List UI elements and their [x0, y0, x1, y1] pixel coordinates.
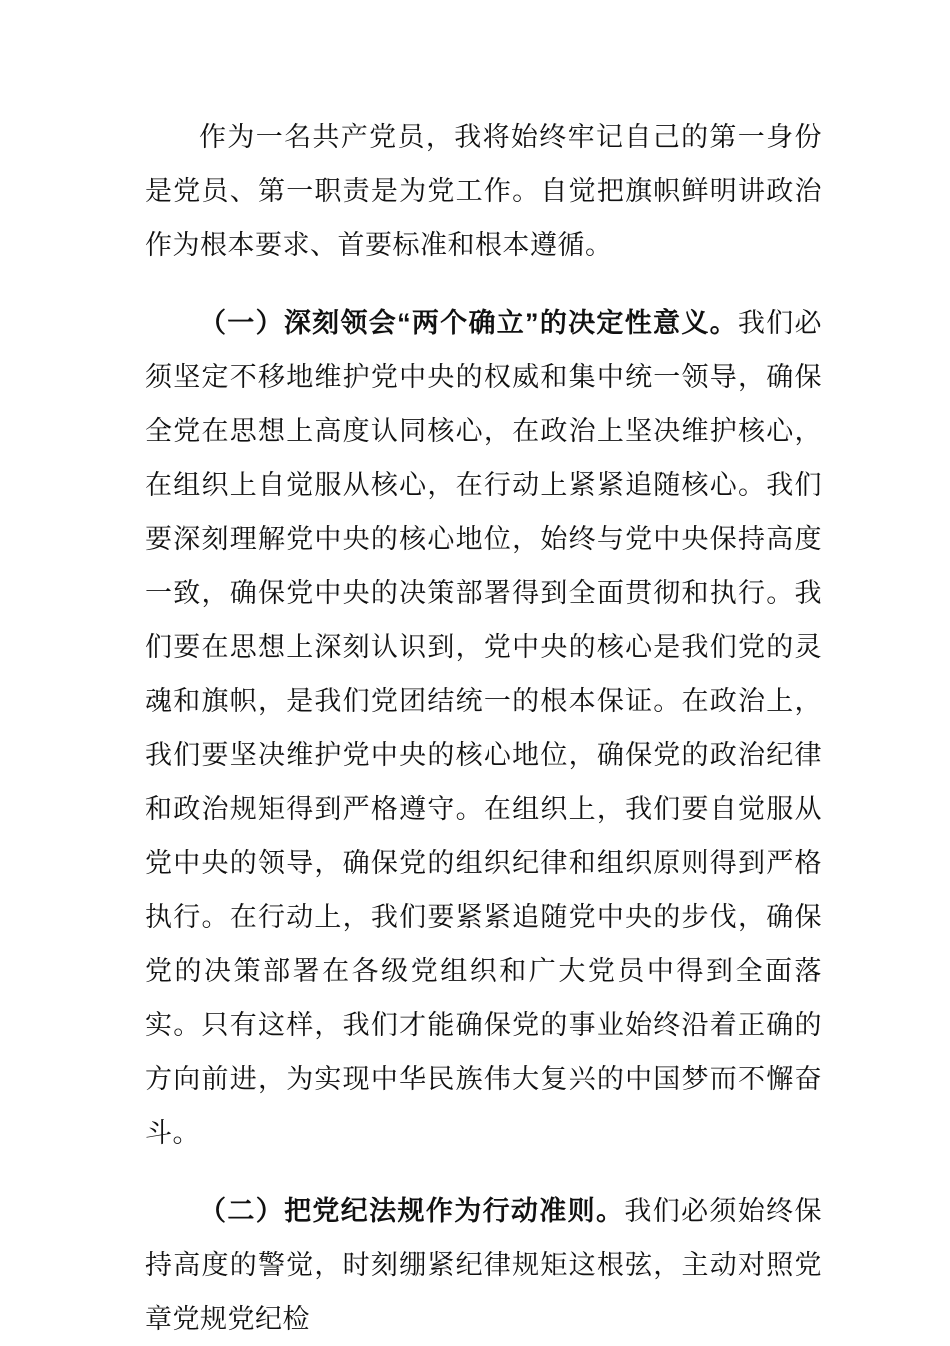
paragraph: [145, 1184, 822, 1346]
paragraph-lead: （二）把党纪法规作为行动准则。: [199, 1196, 625, 1226]
paragraph-text: 作为一名共产党员，我将始终牢记自己的第一身份是党员、第一职责是为党工作。自觉把旗帜鲜明讲政治作为根本要求、首要标准和根本遵循。: [145, 122, 822, 260]
paragraph: [145, 110, 822, 272]
paragraph-text: 我们必须始终保持高度的警觉，时刻绷紧纪律规矩这根弦，主动对照党章党规党纪检: [145, 1196, 823, 1334]
paragraph: [145, 296, 822, 1160]
paragraph-lead: （一）深刻领会“两个确立”的决定性意义。: [199, 308, 738, 338]
paragraph-text: 我们必须坚定不移地维护党中央的权威和集中统一领导，确保全党在思想上高度认同核心，在政治上坚决维护核心，在组织上自觉服从核心，在行动上紧紧追随核心。我们要深刻理解党中央的核心地位，始终与党中央保持高度一致，确保党中央的决策部署得到全面贯彻和执行。我们要在思想上深刻认识到，党中央的核心是我们党的灵魂和旗帜，是我们党团结统一的根本保证。在政治上，我们要坚决维护党中央的核心地位，确保党的政治纪律和政治规矩得到严格遵守。在组织上，我们要自觉服从党中央的领导，确保党的组织纪律和组织原则得到严格执行。在行动上，我们要紧紧追随党中央的步伐，确保党的决策部署在各级党组织和广大党员中得到全面落实。只有这样，我们才能确保党的事业始终沿着正确的方向前进，为实现中华民族伟大复兴的中国梦而不懈奋斗。: [145, 308, 823, 1148]
